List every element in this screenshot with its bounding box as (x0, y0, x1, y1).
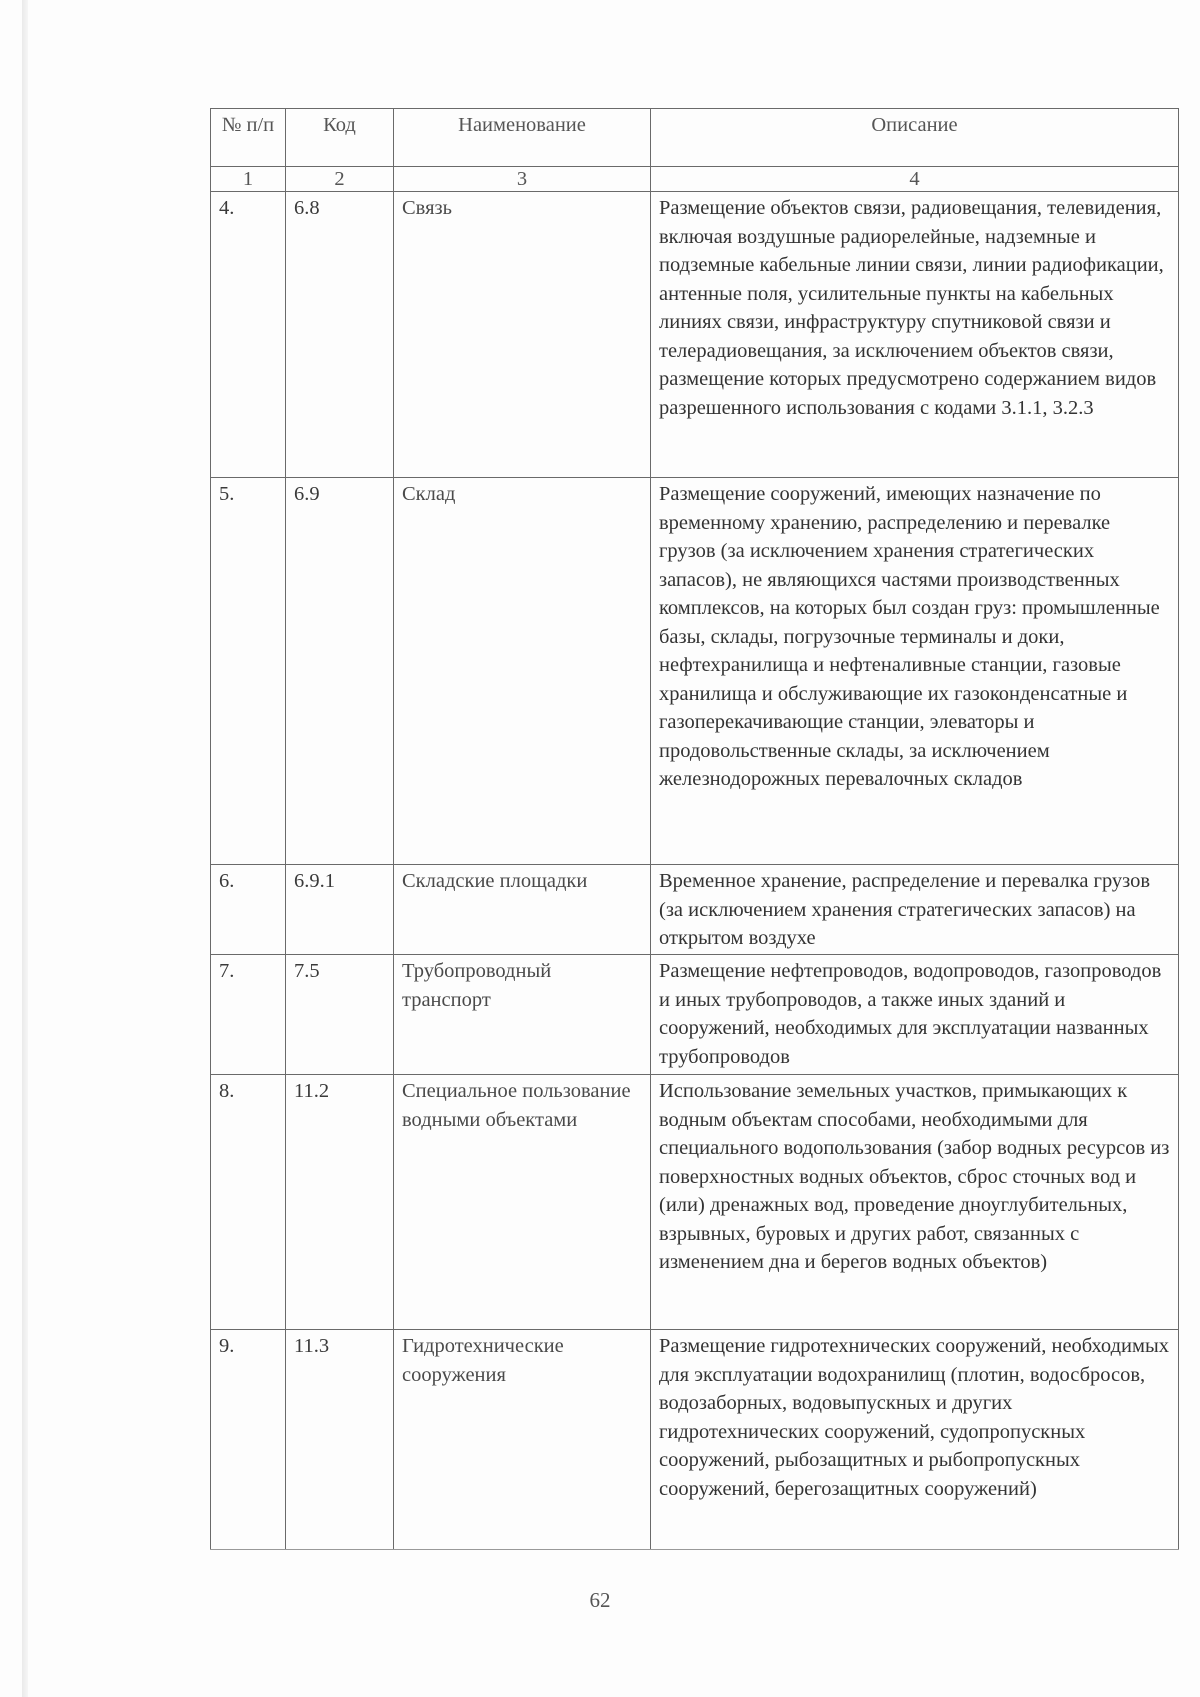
table-row (211, 192, 1179, 478)
row-num: 9. (211, 1330, 286, 1550)
row-num: 8. (211, 1075, 286, 1330)
row-description: Размещение сооружений, имеющих назначение по временному хранению, распределению и перевалке грузов (за исключением хранения стратегических запасов), не являющихся частями производственных комплексов, на которых был создан груз: промышленные базы, склады, погрузочные терминалы и доки, нефтехранилища и нефтеналивные станции, газовые хранилища и обслуживающие их газоконденсатные и газоперекачивающие станции, элеваторы и продовольственные склады, за исключением железнодорожных перевалочных складов (651, 478, 1179, 865)
row-num: 5. (211, 478, 286, 865)
row-code: 6.9.1 (286, 865, 394, 955)
row-name: Специальное пользование водными объектами (394, 1075, 651, 1330)
column-number-row (211, 167, 1179, 192)
row-description: Использование земельных участков, примыкающих к водным объектам способами, необходимыми для специального водопользования (забор водных ресурсов из поверхностных водных объектов, сброс сточных вод и (или) дренажных вод, проведение дноуглубительных, взрывных, буровых и других работ, связанных с изменением дна и берегов водных объектов) (651, 1075, 1179, 1330)
row-code: 6.8 (286, 192, 394, 478)
row-name: Гидротехнические сооружения (394, 1330, 651, 1550)
row-num: 4. (211, 192, 286, 478)
row-description: Размещение нефтепроводов, водопроводов, газопроводов и иных трубопроводов, а также иных зданий и сооружений, необходимых для эксплуатации названных трубопроводов (651, 955, 1179, 1075)
row-num: 6. (211, 865, 286, 955)
table-row (211, 478, 1179, 865)
row-description: Размещение объектов связи, радиовещания, телевидения, включая воздушные радиорелейные, надземные и подземные кабельные линии связи, линии радиофикации, антенные поля, усилительные пункты на кабельных линиях связи, инфраструктуру спутниковой связи и телерадиовещания, за исключением объектов связи, размещение которых предусмотрено содержанием видов разрешенного использования с кодами 3.1.1, 3.2.3 (651, 192, 1179, 478)
header-code: Код (286, 109, 394, 167)
row-code: 7.5 (286, 955, 394, 1075)
page-number: 62 (589, 1588, 611, 1612)
header-name: Наименование (394, 109, 651, 167)
row-description: Размещение гидротехнических сооружений, необходимых для эксплуатации водохранилищ (плотин, водосбросов, водозаборных, водовыпускных и других гидротехнических сооружений, судопропускных сооружений, рыбозащитных и рыбопропускных сооружений, берегозащитных сооружений) (651, 1330, 1179, 1550)
row-name: Трубопроводный транспорт (394, 955, 651, 1075)
table-row (211, 1075, 1179, 1330)
header-num: № п/п (211, 109, 286, 167)
row-name: Складские площадки (394, 865, 651, 955)
row-name: Склад (394, 478, 651, 865)
header-description: Описание (651, 109, 1179, 167)
land-use-table (210, 108, 1179, 1550)
row-num: 7. (211, 955, 286, 1075)
column-number: 3 (394, 167, 651, 192)
row-code: 11.2 (286, 1075, 394, 1330)
scan-edge (22, 0, 28, 1697)
table-row (211, 1330, 1179, 1550)
row-description: Временное хранение, распределение и перевалка грузов (за исключением хранения стратегических запасов) на открытом воздухе (651, 865, 1179, 955)
column-number: 1 (211, 167, 286, 192)
row-code: 6.9 (286, 478, 394, 865)
table-header-row (211, 109, 1179, 167)
row-code: 11.3 (286, 1330, 394, 1550)
row-name: Связь (394, 192, 651, 478)
table-row (211, 865, 1179, 955)
column-number: 4 (651, 167, 1179, 192)
table-row (211, 955, 1179, 1075)
column-number: 2 (286, 167, 394, 192)
